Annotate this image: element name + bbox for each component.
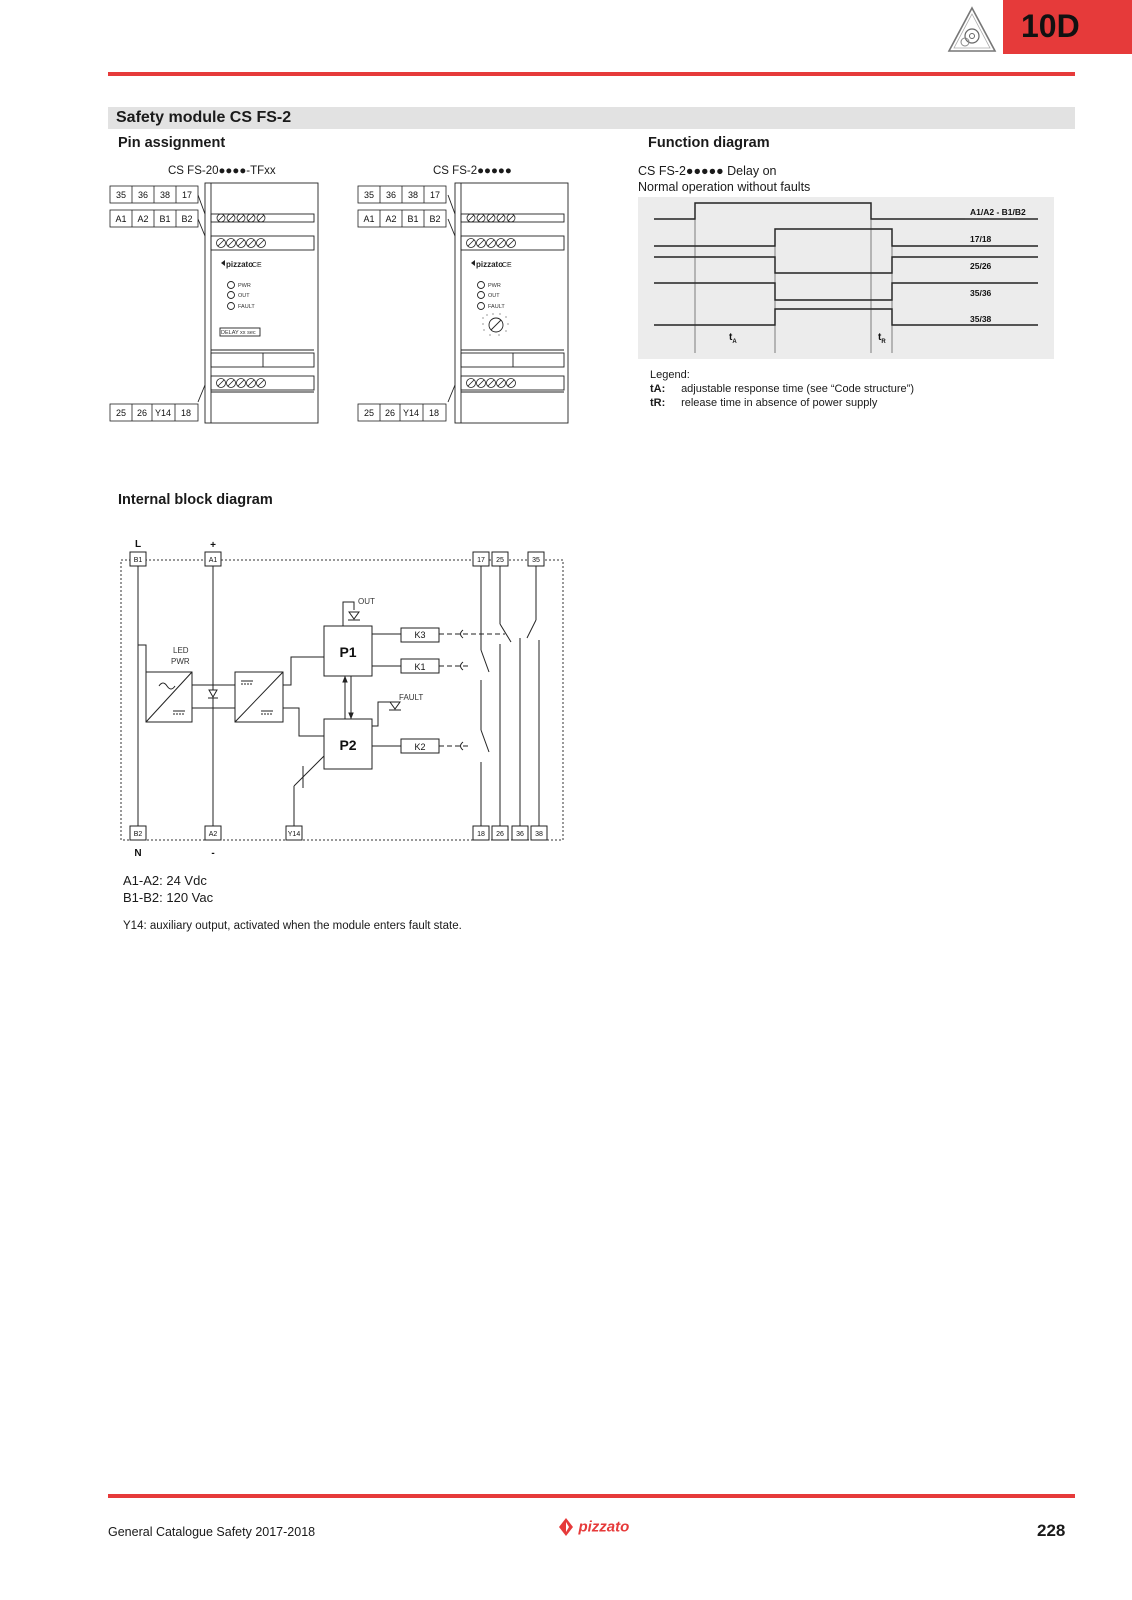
function-diagram-line2: Normal operation without faults [638,180,811,194]
module-a-led-out: OUT [238,293,250,299]
legend-row-ta [650,383,914,395]
timing-diagram [638,197,1054,359]
module-b-led-fault: FAULT [488,304,505,310]
internal-block-diagram [115,540,575,870]
relay-k3: K3 [414,630,426,640]
terminal-label: 25 [496,557,504,564]
section-code-badge [1003,0,1132,54]
signal-label: A1/A2 - B1/B2 [970,207,1026,217]
signal-label: 25/26 [970,261,992,271]
function-diagram-heading: Function diagram [648,135,770,151]
marker-ta: $t_A$ [729,332,737,345]
terminal-label: A2 [208,831,218,838]
module-b-pin: A1 [363,214,375,224]
module-b-pin: B2 [429,214,441,224]
legend-text: adjustable response time (see “Code structure”) [681,383,915,395]
pin-assignment-heading: Pin assignment [118,135,226,151]
module-b-pin: B1 [407,214,419,224]
terminal-label: B2 [133,831,143,838]
fault-label: FAULT [399,693,424,702]
pin-assignment-drawing [105,178,585,430]
terminal-label: Y14 [287,831,301,838]
module-a-pin: 35 [115,190,127,200]
footer-logo [558,1517,629,1539]
terminal-label: 35 [532,557,540,564]
module-a-pin: Y14 [154,408,172,418]
led-pwr-label: LED [173,646,189,655]
module-b-pin: 18 [428,408,440,418]
svg-text:CE: CE [502,262,512,269]
label-plus: + [210,540,216,551]
section-title: Safety module CS FS-2 [116,109,292,126]
module-b-pin: Y14 [402,408,420,418]
pizzato-logo-icon [558,1517,574,1537]
module-b-brand: pizzato [476,260,504,269]
module-b-pin: 35 [363,190,375,200]
legend-symbol: tR: [650,397,666,409]
marker-tr: $t_R$ [878,332,886,345]
module-b [448,183,568,423]
legend-row-tr [650,397,877,409]
terminal-label: B1 [133,557,143,564]
module-a [198,183,318,423]
signal-label: 35/36 [970,288,992,298]
header-rule [108,72,1075,76]
section-code: 10D [1021,8,1080,44]
module-a-delay-label: DELAY xx sec [221,330,256,336]
terminal-label: 18 [477,831,485,838]
footer-brand: pizzato [578,1518,630,1536]
terminal-label: 38 [535,831,543,838]
footer-rule [108,1494,1075,1498]
module-a-pin: B1 [159,214,171,224]
terminal-label: 36 [516,831,524,838]
label-l: L [134,540,142,550]
svg-text:CE: CE [252,262,262,269]
module-a-pin: 25 [115,408,127,418]
aux-note: Y14: auxiliary output, activated when the module enters fault state. [123,920,462,932]
function-diagram-line1: CS FS-2●●●●● Delay on [638,164,777,178]
module-b-pin: A2 [385,214,397,224]
section-title-bar [108,107,1075,129]
label-n: N [134,848,142,859]
supply-note-1: A1-A2: 24 Vdc [123,873,207,888]
terminal-label: 26 [496,831,504,838]
terminal-label: 17 [477,557,485,564]
module-a-brand: pizzato [226,260,254,269]
out-label: OUT [358,597,375,606]
module-a-led-pwr: PWR [238,283,251,289]
module-b-led-pwr: PWR [488,283,501,289]
module-a-pin: 36 [137,190,149,200]
module-b-pin: 26 [384,408,396,418]
legend-title: Legend: [650,369,690,381]
legend-symbol: tA: [650,383,666,395]
label-minus: - [211,848,215,859]
supply-note-2: B1-B2: 120 Vac [123,890,214,905]
module-b-pin: 17 [429,190,441,200]
footer-catalogue: General Catalogue Safety 2017-2018 [108,1525,316,1539]
module-a-pin: 38 [159,190,171,200]
safety-gear-triangle-icon [946,5,998,55]
module-b-pin: 38 [407,190,419,200]
block-diagram-heading: Internal block diagram [118,492,273,508]
module-a-led-fault: FAULT [238,304,255,310]
terminal-label: A1 [208,557,218,564]
module-a-pin: B2 [181,214,193,224]
module-a-pin: 17 [181,190,193,200]
signal-label: 35/38 [970,314,992,324]
legend-text: release time in absence of power supply [681,397,878,409]
module-a-pin: 26 [136,408,148,418]
module-a-title: CS FS-20●●●●-TFxx [168,165,276,177]
module-a-pin: A1 [115,214,127,224]
module-b-pin: 36 [385,190,397,200]
module-a-pin: 18 [180,408,192,418]
relay-k1: K1 [414,662,426,672]
processor-p2: P2 [339,737,357,753]
module-b-pin: 25 [363,408,375,418]
processor-p1: P1 [339,644,357,660]
module-a-pin: A2 [137,214,149,224]
module-b-led-out: OUT [488,293,500,299]
page-number: 228 [1037,1521,1066,1540]
module-b-title: CS FS-2●●●●● [433,165,512,177]
led-pwr-label: PWR [171,657,190,666]
relay-k2: K2 [414,742,426,752]
signal-label: 17/18 [970,234,992,244]
